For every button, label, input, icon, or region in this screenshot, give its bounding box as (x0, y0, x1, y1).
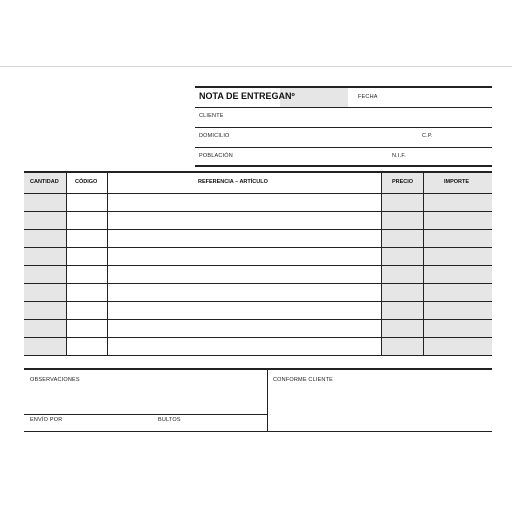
postal-code-label: C.P. (422, 133, 433, 139)
city-label: POBLACIÓN (199, 153, 233, 159)
column-header-price: PRECIO (392, 179, 414, 185)
observations-label: OBSERVACIONES (30, 377, 80, 383)
column-divider (423, 173, 424, 355)
items-table (24, 171, 492, 356)
column-divider (381, 173, 382, 355)
table-row[interactable] (24, 319, 492, 320)
customer-approval-label: CONFORME CLIENTE (273, 377, 334, 383)
table-row[interactable] (24, 337, 492, 338)
column-header-reference: REFERENCIA – ARTÍCULO (198, 179, 268, 185)
delivery-note-header (195, 86, 492, 166)
column-divider (107, 173, 108, 355)
amount-column-shade (423, 173, 492, 355)
number-label: Nº (285, 91, 295, 101)
delivery-note-footer (24, 368, 492, 432)
client-label: CLIENTE (199, 113, 224, 119)
footer-divider (267, 370, 268, 431)
table-row[interactable] (24, 301, 492, 302)
tax-id-label: N.I.F. (392, 153, 407, 159)
table-row[interactable] (24, 193, 492, 194)
price-column-shade (382, 173, 423, 355)
quantity-column-shade (24, 173, 66, 355)
header-row-line (195, 107, 492, 108)
table-row[interactable] (24, 229, 492, 230)
address-label: DOMICILIO (199, 133, 230, 139)
column-header-code: CÓDIGO (75, 179, 98, 185)
shipped-via-label: ENVÍO POR (30, 417, 63, 423)
header-row-line (195, 147, 492, 148)
header-bottom-line (195, 165, 492, 167)
table-row[interactable] (24, 211, 492, 212)
date-label: FECHA (358, 94, 378, 100)
table-row[interactable] (24, 265, 492, 266)
header-row-line (195, 127, 492, 128)
page-top-rule (0, 66, 512, 67)
footer-row-line (24, 414, 267, 415)
table-row[interactable] (24, 283, 492, 284)
document-title: NOTA DE ENTREGA (199, 91, 286, 101)
column-divider (66, 173, 67, 355)
table-row[interactable] (24, 247, 492, 248)
column-header-amount: IMPORTE (444, 179, 470, 185)
packages-label: BULTOS (158, 417, 181, 423)
column-header-quantity: CANTIDAD (30, 179, 59, 185)
